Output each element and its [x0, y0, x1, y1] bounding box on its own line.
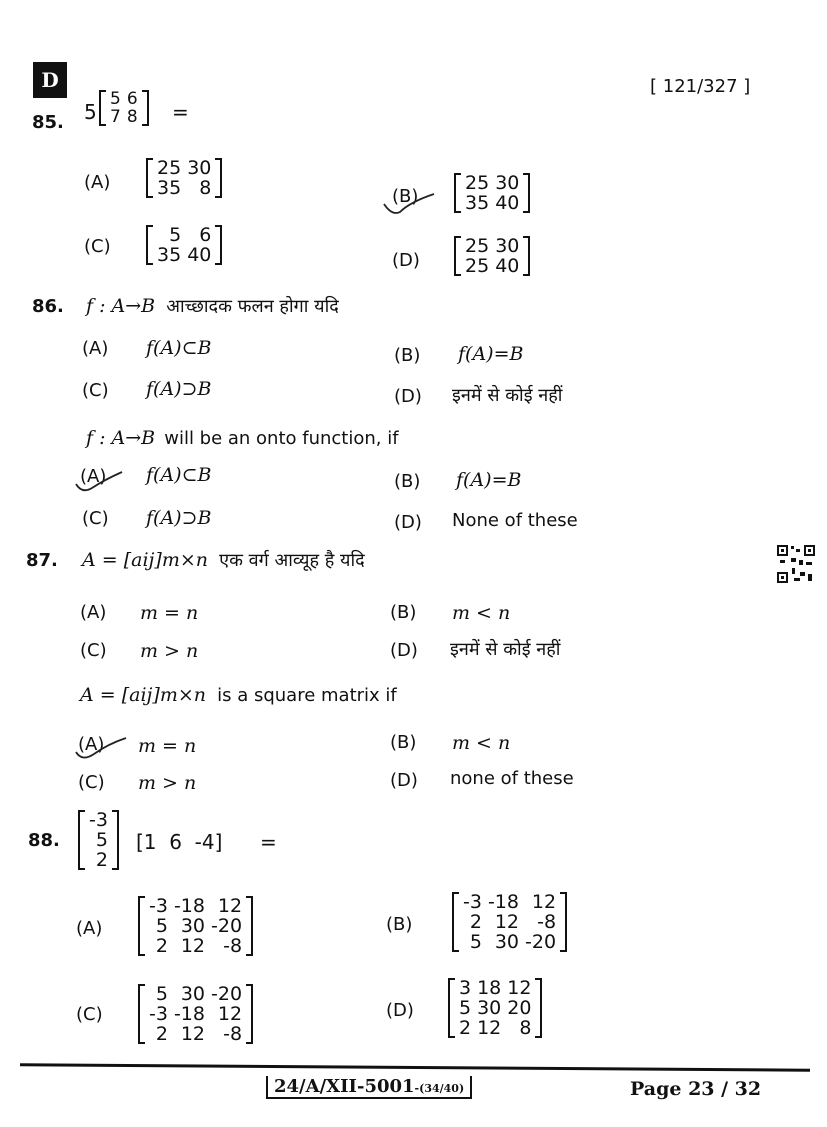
q87-en-option-c-text: m > n [138, 772, 197, 794]
q86-hi-option-d-text: इनमें से कोई नहीं [452, 385, 563, 406]
q86-en-option-a-text: f(A)⊂B [146, 464, 212, 486]
q86-hi-option-c-text: f(A)⊃B [146, 378, 212, 400]
q88-option-label-b[interactable]: (B) [386, 914, 413, 935]
question-86-english: f : A→B will be an onto function, if [86, 427, 399, 449]
q87-hi-option-label-b[interactable]: (B) [390, 602, 417, 623]
tick-mark-icon [70, 732, 130, 762]
option-b-matrix: 25 30 35 40 [454, 173, 530, 213]
q87-en-option-label-a[interactable]: (A) [78, 734, 105, 755]
equals-sign: = [172, 100, 189, 124]
q86-en-option-label-a[interactable]: (A) [80, 466, 107, 487]
page-reference: [ 121/327 ] [650, 76, 751, 97]
q87-en-option-label-c[interactable]: (C) [78, 772, 105, 793]
q86-en-option-label-c[interactable]: (C) [82, 508, 109, 529]
q87-en-option-label-d[interactable]: (D) [390, 770, 418, 791]
option-label-b[interactable]: (B) [392, 186, 419, 207]
tick-mark-icon [380, 184, 438, 218]
option-d-matrix: 25 30 25 40 [454, 236, 530, 276]
question-number-88: 88. [28, 830, 60, 851]
q88-option-label-c[interactable]: (C) [76, 1004, 103, 1025]
tick-mark-icon [70, 466, 126, 496]
q86-en-option-c-text: f(A)⊃B [146, 507, 212, 529]
q88-option-b-matrix: -3 -18 12 2 12 -8 5 30 -20 [452, 892, 567, 952]
q87-hi-option-a-text: m = n [140, 602, 199, 624]
qr-code-icon [776, 544, 816, 584]
q87-hi-option-d-text: इनमें से कोई नहीं [450, 639, 561, 660]
q86-hi-option-b-text: f(A)=B [458, 343, 524, 365]
q87-en-option-b-text: m < n [452, 732, 511, 754]
q88-option-d-matrix: 3 18 12 5 30 20 2 12 8 [448, 978, 542, 1038]
paper-code-suffix: -(34/40) [414, 1082, 465, 1095]
q86-en-option-d-text: None of these [452, 510, 578, 531]
q88-option-a-matrix: -3 -18 12 5 30 -20 2 12 -8 [138, 896, 253, 956]
q87-en-option-a-text: m = n [138, 735, 197, 757]
q87-en-option-d-text: none of these [450, 768, 574, 789]
paper-code-box [266, 1076, 472, 1099]
footer-divider [20, 1063, 810, 1072]
column-vector: -3 5 2 [78, 810, 119, 870]
question-87-english: A = [aij]m×n is a square matrix if [80, 684, 397, 706]
q86-hi-option-a-text: f(A)⊂B [146, 337, 212, 359]
q88-option-label-a[interactable]: (A) [76, 918, 103, 939]
paper-code: 24/A/XII-5001 [274, 1076, 415, 1097]
q87-en-option-label-b[interactable]: (B) [390, 732, 417, 753]
equals-sign: = [260, 830, 277, 854]
question-number-87: 87. [26, 550, 58, 571]
q88-option-label-d[interactable]: (D) [386, 1000, 414, 1021]
q87-hi-option-label-c[interactable]: (C) [80, 640, 107, 661]
q88-option-c-matrix: 5 30 -20 -3 -18 12 2 12 -8 [138, 984, 253, 1044]
option-a-matrix: 25 30 35 8 [146, 158, 222, 198]
q87-hi-option-label-d[interactable]: (D) [390, 640, 418, 661]
q86-hi-option-label-a[interactable]: (A) [82, 338, 109, 359]
question-87-hindi: A = [aij]m×n एक वर्ग आव्यूह है यदि [82, 549, 365, 571]
option-label-c[interactable]: (C) [84, 236, 111, 257]
q86-hi-option-label-d[interactable]: (D) [394, 386, 422, 407]
q86-en-option-label-d[interactable]: (D) [394, 512, 422, 533]
question-number-85: 85. [32, 112, 64, 133]
option-c-matrix: 5 6 35 40 [146, 225, 222, 265]
q87-hi-option-b-text: m < n [452, 602, 511, 624]
q86-en-option-b-text: f(A)=B [456, 469, 522, 491]
option-label-d[interactable]: (D) [392, 250, 420, 271]
scalar: 5 [84, 100, 97, 124]
q86-en-option-label-b[interactable]: (B) [394, 471, 421, 492]
question-matrix: 5 6 7 8 [99, 90, 149, 126]
q86-hi-option-label-b[interactable]: (B) [394, 345, 421, 366]
question-number-86: 86. [32, 296, 64, 317]
q87-hi-option-c-text: m > n [140, 640, 199, 662]
row-vector: [1 6 -4] [136, 830, 223, 854]
page-number: Page 23 / 32 [630, 1078, 762, 1100]
set-badge: D [33, 62, 67, 98]
q87-hi-option-label-a[interactable]: (A) [80, 602, 107, 623]
question-86-hindi: f : A→B आच्छादक फलन होगा यदि [86, 295, 339, 317]
q86-hi-option-label-c[interactable]: (C) [82, 380, 109, 401]
option-label-a[interactable]: (A) [84, 172, 111, 193]
